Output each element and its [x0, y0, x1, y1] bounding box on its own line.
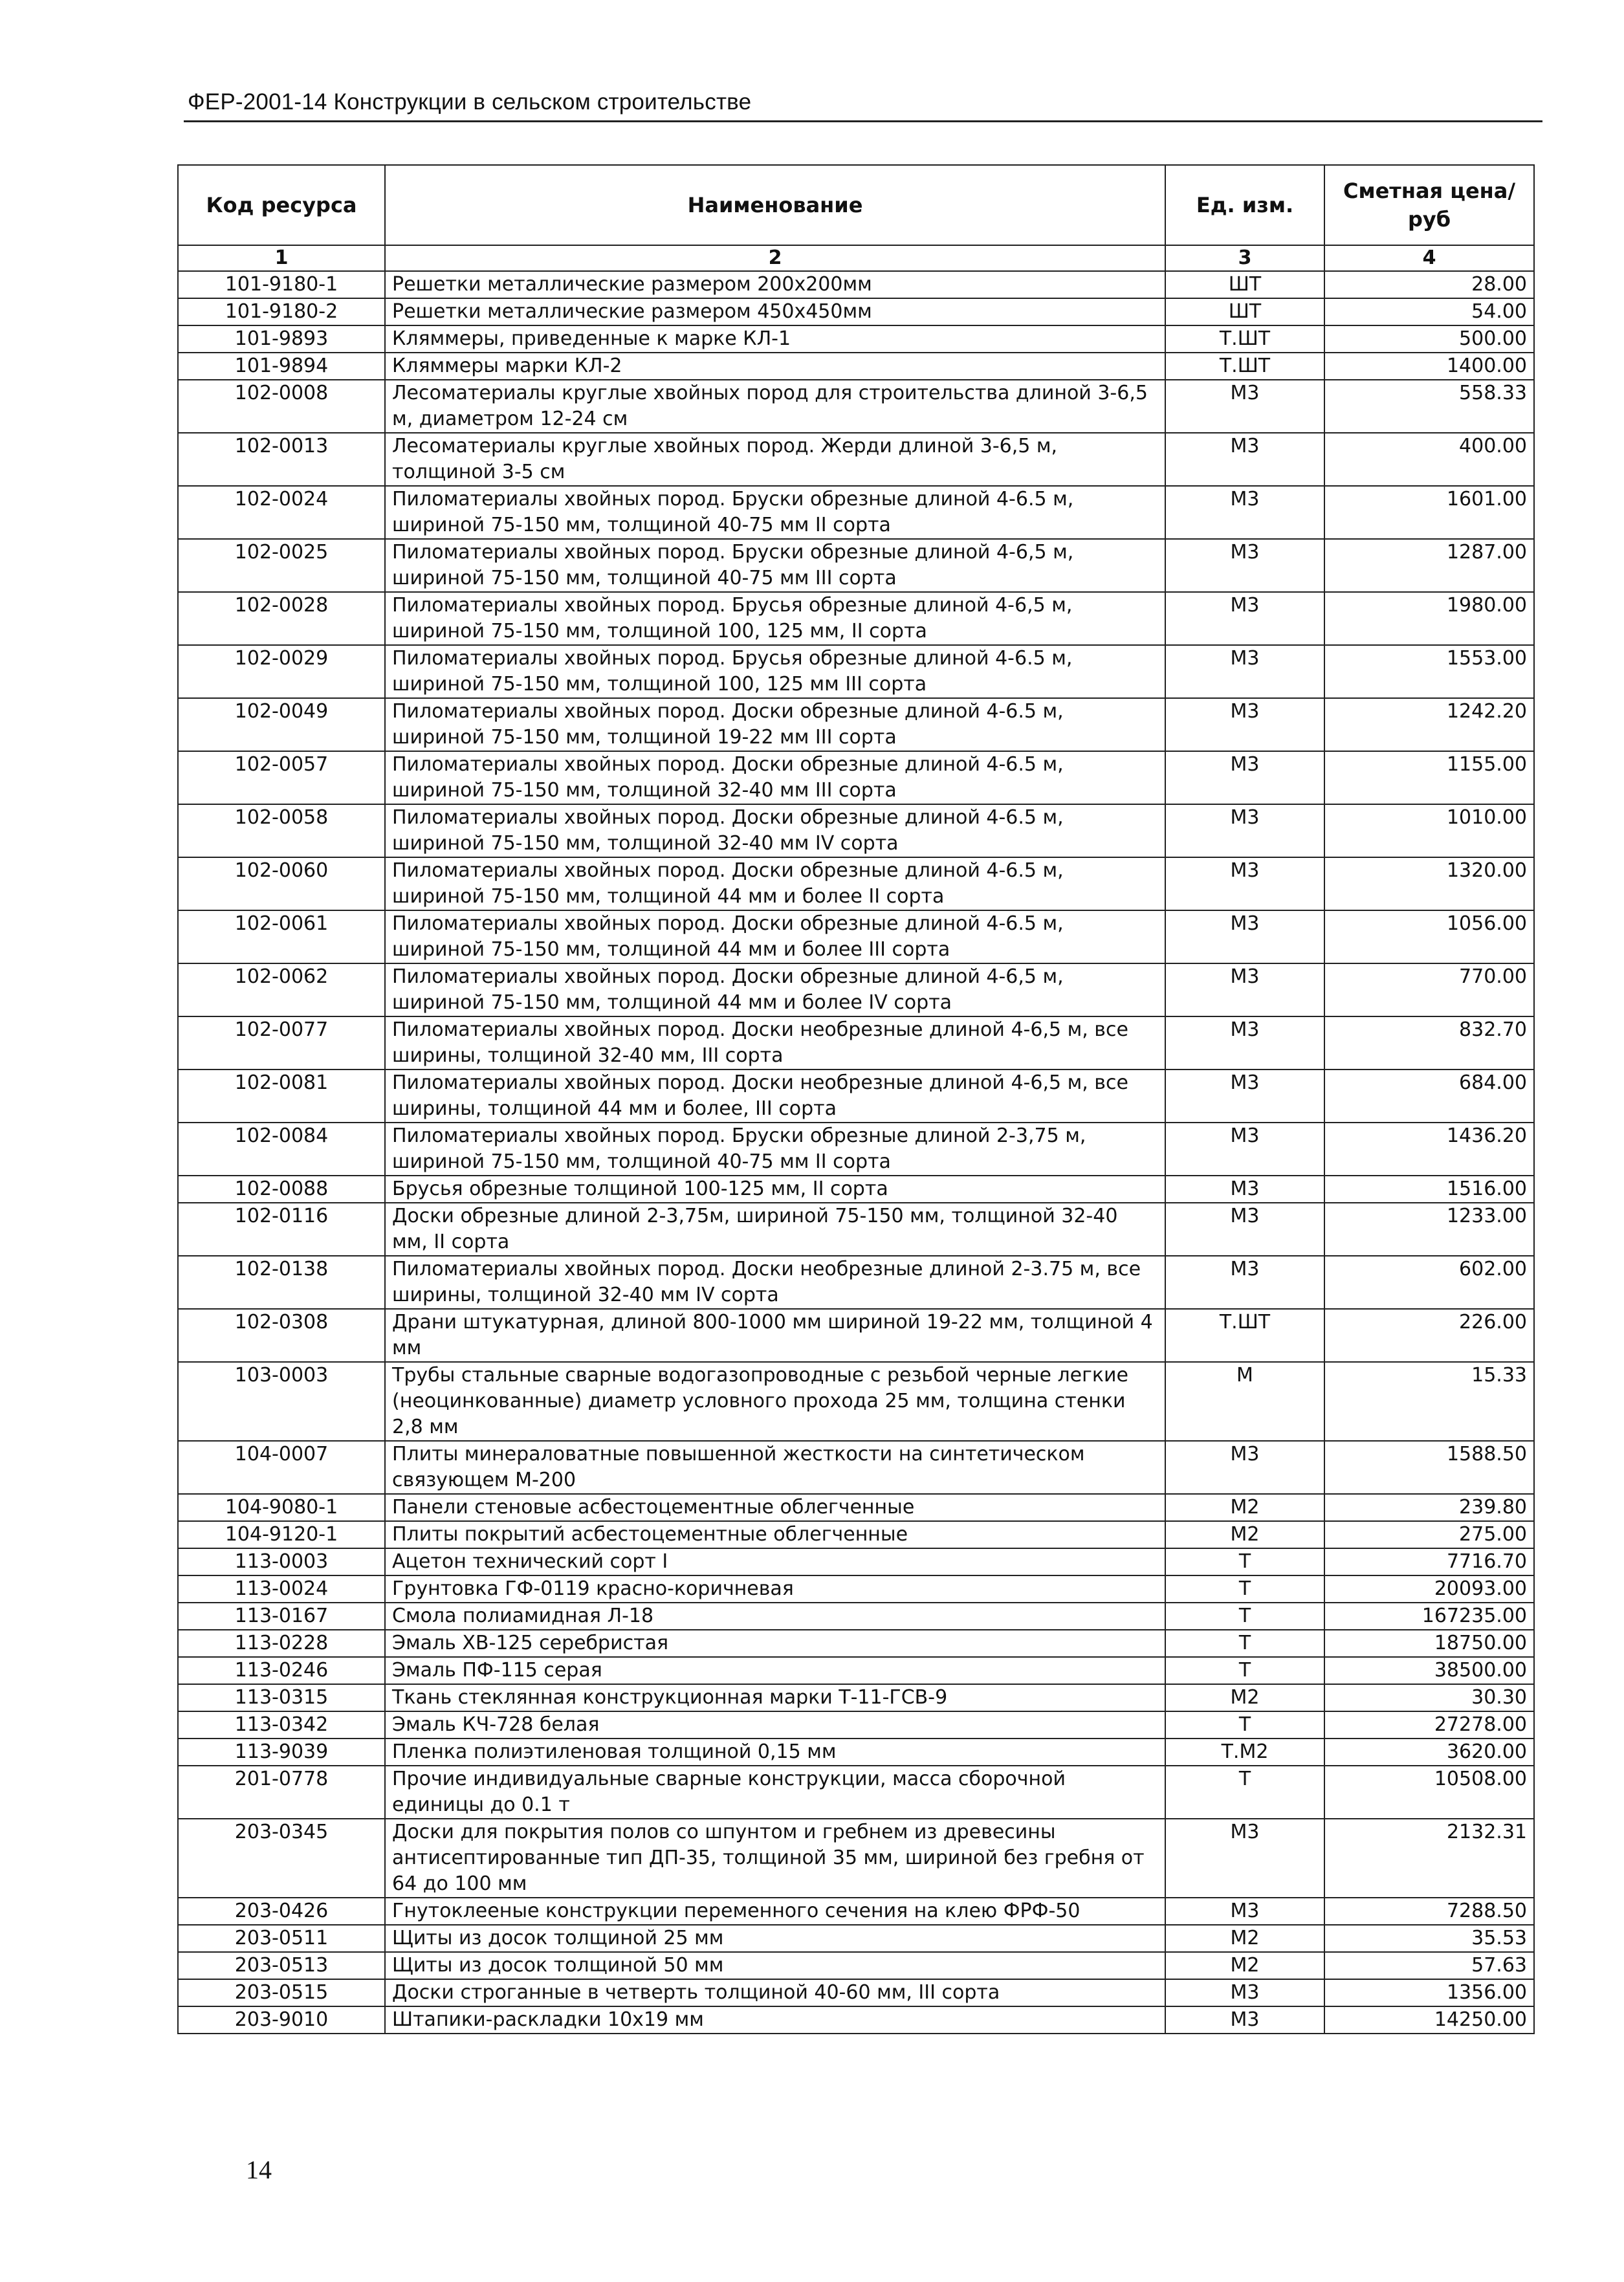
table-row — [178, 1494, 1534, 1521]
table-row — [178, 433, 1534, 486]
resource-code-cell: 113-0342 — [178, 1711, 385, 1739]
table-row — [178, 1362, 1534, 1441]
unit-cell: М3 — [1165, 1898, 1324, 1925]
table-row — [178, 1123, 1534, 1176]
column-number: 4 — [1324, 245, 1534, 271]
unit-cell: Т — [1165, 1548, 1324, 1575]
unit-cell: Т — [1165, 1766, 1324, 1819]
unit-cell: М3 — [1165, 698, 1324, 751]
table-row — [178, 857, 1534, 910]
price-cell: 1516.00 — [1324, 1176, 1534, 1203]
item-name-cell: Кляммеры марки КЛ-2 — [385, 353, 1165, 380]
unit-cell: М3 — [1165, 1016, 1324, 1070]
price-cell: 1287.00 — [1324, 539, 1534, 592]
resource-code-cell: 203-9010 — [178, 2006, 385, 2034]
unit-cell: М3 — [1165, 539, 1324, 592]
price-cell: 27278.00 — [1324, 1711, 1534, 1739]
table-row — [178, 804, 1534, 857]
unit-cell: М3 — [1165, 910, 1324, 963]
unit-cell: М2 — [1165, 1925, 1324, 1952]
column-number: 2 — [385, 245, 1165, 271]
unit-cell: М3 — [1165, 1176, 1324, 1203]
resource-code-cell: 203-0511 — [178, 1925, 385, 1952]
unit-cell: Т — [1165, 1603, 1324, 1630]
unit-cell: М3 — [1165, 1979, 1324, 2006]
price-cell: 57.63 — [1324, 1952, 1534, 1979]
unit-cell: Т.М2 — [1165, 1739, 1324, 1766]
unit-cell: М3 — [1165, 1819, 1324, 1898]
unit-cell: М3 — [1165, 1441, 1324, 1494]
item-name-cell: Плиты покрытий асбестоцементные облегченные — [385, 1521, 1165, 1548]
table-row — [178, 1441, 1534, 1494]
table-row — [178, 1684, 1534, 1711]
unit-cell: М3 — [1165, 486, 1324, 539]
price-cell: 832.70 — [1324, 1016, 1534, 1070]
item-name-cell: Щиты из досок толщиной 50 мм — [385, 1952, 1165, 1979]
price-cell: 14250.00 — [1324, 2006, 1534, 2034]
item-name-cell: Доски строганные в четверть толщиной 40-60 мм, III сорта — [385, 1979, 1165, 2006]
resource-code-cell: 102-0061 — [178, 910, 385, 963]
table-row — [178, 1016, 1534, 1070]
item-name-cell: Пиломатериалы хвойных пород. Бруски обрезные длиной 4-6.5 м, шириной 75-150 мм, толщиной 40-75 мм II сорта — [385, 486, 1165, 539]
price-cell: 7288.50 — [1324, 1898, 1534, 1925]
item-name-cell: Доски обрезные длиной 2-3,75м, шириной 75-150 мм, толщиной 32-40 мм, II сорта — [385, 1203, 1165, 1256]
resource-code-cell: 104-9120-1 — [178, 1521, 385, 1548]
item-name-cell: Эмаль КЧ-728 белая — [385, 1711, 1165, 1739]
item-name-cell: Ацетон технический сорт I — [385, 1548, 1165, 1575]
resource-code-cell: 113-0246 — [178, 1657, 385, 1684]
resource-code-cell: 101-9180-1 — [178, 271, 385, 298]
price-cell: 1056.00 — [1324, 910, 1534, 963]
unit-cell: Т.ШТ — [1165, 1309, 1324, 1362]
item-name-cell: Грунтовка ГФ-0119 красно-коричневая — [385, 1575, 1165, 1603]
price-cell: 1233.00 — [1324, 1203, 1534, 1256]
item-name-cell: Лесоматериалы круглые хвойных пород для строительства длиной 3-6,5 м, диаметром 12-24 см — [385, 380, 1165, 433]
table-row — [178, 1548, 1534, 1575]
price-cell: 1436.20 — [1324, 1123, 1534, 1176]
price-cell: 35.53 — [1324, 1925, 1534, 1952]
price-cell: 3620.00 — [1324, 1739, 1534, 1766]
table-row — [178, 325, 1534, 353]
item-name-cell: Решетки металлические размером 200х200мм — [385, 271, 1165, 298]
item-name-cell: Эмаль ХВ-125 серебристая — [385, 1630, 1165, 1657]
resource-code-cell: 102-0081 — [178, 1070, 385, 1123]
unit-cell: М3 — [1165, 645, 1324, 698]
resource-code-cell: 113-0228 — [178, 1630, 385, 1657]
item-name-cell: Пиломатериалы хвойных пород. Доски необрезные длиной 4-6,5 м, все ширины, толщиной 44 мм и более, III сорта — [385, 1070, 1165, 1123]
price-cell: 38500.00 — [1324, 1657, 1534, 1684]
column-number: 3 — [1165, 245, 1324, 271]
table-row — [178, 1766, 1534, 1819]
table-header-row — [178, 165, 1534, 245]
price-cell: 1588.50 — [1324, 1441, 1534, 1494]
table-row — [178, 2006, 1534, 2034]
header-price: Сметная цена/руб — [1324, 165, 1534, 245]
item-name-cell: Пиломатериалы хвойных пород. Брусья обрезные длиной 4-6,5 м, шириной 75-150 мм, толщиной 100, 125 мм, II сорта — [385, 592, 1165, 645]
price-cell: 18750.00 — [1324, 1630, 1534, 1657]
item-name-cell: Пиломатериалы хвойных пород. Доски необрезные длиной 4-6,5 м, все ширины, толщиной 32-40 мм, III сорта — [385, 1016, 1165, 1070]
price-cell: 1400.00 — [1324, 353, 1534, 380]
table-row — [178, 1657, 1534, 1684]
price-cell: 275.00 — [1324, 1521, 1534, 1548]
price-cell: 1980.00 — [1324, 592, 1534, 645]
table-row — [178, 539, 1534, 592]
resource-code-cell: 102-0308 — [178, 1309, 385, 1362]
table-row — [178, 1819, 1534, 1898]
unit-cell: Т.ШТ — [1165, 353, 1324, 380]
price-cell: 1010.00 — [1324, 804, 1534, 857]
price-cell: 7716.70 — [1324, 1548, 1534, 1575]
item-name-cell: Пиломатериалы хвойных пород. Брусья обрезные длиной 4-6.5 м, шириной 75-150 мм, толщиной 100, 125 мм III сорта — [385, 645, 1165, 698]
resource-code-cell: 203-0513 — [178, 1952, 385, 1979]
resource-code-cell: 103-0003 — [178, 1362, 385, 1441]
price-cell: 1320.00 — [1324, 857, 1534, 910]
table-row — [178, 1739, 1534, 1766]
resource-code-cell: 102-0029 — [178, 645, 385, 698]
item-name-cell: Пиломатериалы хвойных пород. Бруски обрезные длиной 2-3,75 м, шириной 75-150 мм, толщиной 40-75 мм II сорта — [385, 1123, 1165, 1176]
unit-cell: М3 — [1165, 380, 1324, 433]
unit-cell: М — [1165, 1362, 1324, 1441]
item-name-cell: Решетки металлические размером 450х450мм — [385, 298, 1165, 325]
price-cell: 20093.00 — [1324, 1575, 1534, 1603]
resource-code-cell: 104-0007 — [178, 1441, 385, 1494]
page-header-title: ФЕР-2001-14 Конструкции в сельском строительстве — [188, 89, 752, 115]
resource-code-cell: 102-0116 — [178, 1203, 385, 1256]
item-name-cell: Трубы стальные сварные водогазопроводные с резьбой черные легкие (неоцинкованные) диаметр условного прохода 25 мм, толщина стенки 2,8 мм — [385, 1362, 1165, 1441]
table-row — [178, 486, 1534, 539]
table-row — [178, 1979, 1534, 2006]
column-number: 1 — [178, 245, 385, 271]
price-cell: 684.00 — [1324, 1070, 1534, 1123]
resource-code-cell: 102-0088 — [178, 1176, 385, 1203]
resource-code-cell: 102-0077 — [178, 1016, 385, 1070]
resource-code-cell: 113-0167 — [178, 1603, 385, 1630]
unit-cell: М3 — [1165, 1070, 1324, 1123]
price-cell: 602.00 — [1324, 1256, 1534, 1309]
resource-code-cell: 104-9080-1 — [178, 1494, 385, 1521]
header-unit: Ед. изм. — [1165, 165, 1324, 245]
header-resource-code: Код ресурса — [178, 165, 385, 245]
unit-cell: Т — [1165, 1711, 1324, 1739]
unit-cell: М3 — [1165, 433, 1324, 486]
item-name-cell: Доски для покрытия полов со шпунтом и гребнем из древесины антисептированные тип ДП-35, толщиной 35 мм, шириной без гребня от 64 до 100 мм — [385, 1819, 1165, 1898]
price-cell: 1356.00 — [1324, 1979, 1534, 2006]
item-name-cell: Эмаль ПФ-115 серая — [385, 1657, 1165, 1684]
resource-code-cell: 102-0049 — [178, 698, 385, 751]
resource-code-cell: 113-9039 — [178, 1739, 385, 1766]
item-name-cell: Драни штукатурная, длиной 800-1000 мм шириной 19-22 мм, толщиной 4 мм — [385, 1309, 1165, 1362]
table-row — [178, 1575, 1534, 1603]
price-cell: 54.00 — [1324, 298, 1534, 325]
resource-code-cell: 102-0057 — [178, 751, 385, 804]
resource-code-cell: 102-0060 — [178, 857, 385, 910]
price-cell: 1242.20 — [1324, 698, 1534, 751]
table-row — [178, 1711, 1534, 1739]
item-name-cell: Плиты минераловатные повышенной жесткости на синтетическом связующем М-200 — [385, 1441, 1165, 1494]
table-row — [178, 1203, 1534, 1256]
resource-code-cell: 101-9180-2 — [178, 298, 385, 325]
resource-code-cell: 101-9894 — [178, 353, 385, 380]
item-name-cell: Пиломатериалы хвойных пород. Доски обрезные длиной 4-6.5 м, шириной 75-150 мм, толщиной 44 мм и более III сорта — [385, 910, 1165, 963]
item-name-cell: Кляммеры, приведенные к марке КЛ-1 — [385, 325, 1165, 353]
resource-code-cell: 113-0315 — [178, 1684, 385, 1711]
item-name-cell: Пиломатериалы хвойных пород. Доски обрезные длиной 4-6.5 м, шириной 75-150 мм, толщиной 19-22 мм III сорта — [385, 698, 1165, 751]
price-cell: 15.33 — [1324, 1362, 1534, 1441]
table-row — [178, 592, 1534, 645]
table-row — [178, 1898, 1534, 1925]
table-row — [178, 1603, 1534, 1630]
item-name-cell: Штапики-раскладки 10х19 мм — [385, 2006, 1165, 2034]
table-row — [178, 645, 1534, 698]
resource-code-cell: 203-0426 — [178, 1898, 385, 1925]
unit-cell: Т — [1165, 1575, 1324, 1603]
resource-code-cell: 102-0028 — [178, 592, 385, 645]
unit-cell: М3 — [1165, 592, 1324, 645]
price-cell: 2132.31 — [1324, 1819, 1534, 1898]
resource-code-cell: 102-0013 — [178, 433, 385, 486]
resource-code-cell: 203-0345 — [178, 1819, 385, 1898]
unit-cell: М2 — [1165, 1684, 1324, 1711]
unit-cell: М3 — [1165, 1203, 1324, 1256]
item-name-cell: Пиломатериалы хвойных пород. Доски обрезные длиной 4-6.5 м, шириной 75-150 мм, толщиной 44 мм и более II сорта — [385, 857, 1165, 910]
item-name-cell: Пиломатериалы хвойных пород. Доски обрезные длиной 4-6.5 м, шириной 75-150 мм, толщиной 32-40 мм IV сорта — [385, 804, 1165, 857]
resource-code-cell: 102-0084 — [178, 1123, 385, 1176]
item-name-cell: Прочие индивидуальные сварные конструкции, масса сборочной единицы до 0.1 т — [385, 1766, 1165, 1819]
table-row — [178, 1630, 1534, 1657]
table-row — [178, 963, 1534, 1016]
unit-cell: М3 — [1165, 1123, 1324, 1176]
table-row — [178, 1952, 1534, 1979]
table-row — [178, 353, 1534, 380]
item-name-cell: Смола полиамидная Л-18 — [385, 1603, 1165, 1630]
item-name-cell: Щиты из досок толщиной 25 мм — [385, 1925, 1165, 1952]
price-cell: 10508.00 — [1324, 1766, 1534, 1819]
resource-code-cell: 113-0003 — [178, 1548, 385, 1575]
resource-code-cell: 102-0058 — [178, 804, 385, 857]
price-cell: 1155.00 — [1324, 751, 1534, 804]
unit-cell: М2 — [1165, 1521, 1324, 1548]
item-name-cell: Пиломатериалы хвойных пород. Доски обрезные длиной 4-6.5 м, шириной 75-150 мм, толщиной 32-40 мм III сорта — [385, 751, 1165, 804]
price-cell: 558.33 — [1324, 380, 1534, 433]
table-row — [178, 698, 1534, 751]
resource-code-cell: 102-0062 — [178, 963, 385, 1016]
item-name-cell: Пиломатериалы хвойных пород. Бруски обрезные длиной 4-6,5 м, шириной 75-150 мм, толщиной 40-75 мм III сорта — [385, 539, 1165, 592]
item-name-cell: Ткань стеклянная конструкционная марки Т-11-ГСВ-9 — [385, 1684, 1165, 1711]
unit-cell: М2 — [1165, 1952, 1324, 1979]
unit-cell: Т.ШТ — [1165, 325, 1324, 353]
item-name-cell: Лесоматериалы круглые хвойных пород. Жерди длиной 3-6,5 м, толщиной 3-5 см — [385, 433, 1165, 486]
price-cell: 400.00 — [1324, 433, 1534, 486]
table-row — [178, 1309, 1534, 1362]
page-number: 14 — [246, 2155, 272, 2184]
unit-cell: Т — [1165, 1630, 1324, 1657]
price-cell: 1601.00 — [1324, 486, 1534, 539]
resource-code-cell: 203-0515 — [178, 1979, 385, 2006]
item-name-cell: Пиломатериалы хвойных пород. Доски необрезные длиной 2-3.75 м, все ширины, толщиной 32-40 мм IV сорта — [385, 1256, 1165, 1309]
table-row — [178, 1925, 1534, 1952]
resource-code-cell: 113-0024 — [178, 1575, 385, 1603]
item-name-cell: Брусья обрезные толщиной 100-125 мм, II сорта — [385, 1176, 1165, 1203]
table-row — [178, 380, 1534, 433]
unit-cell: М3 — [1165, 1256, 1324, 1309]
price-cell: 226.00 — [1324, 1309, 1534, 1362]
item-name-cell: Гнутоклееные конструкции переменного сечения на клею ФРФ-50 — [385, 1898, 1165, 1925]
unit-cell: ШТ — [1165, 298, 1324, 325]
unit-cell: М2 — [1165, 1494, 1324, 1521]
item-name-cell: Пиломатериалы хвойных пород. Доски обрезные длиной 4-6,5 м, шириной 75-150 мм, толщиной 44 мм и более IV сорта — [385, 963, 1165, 1016]
resource-code-cell: 101-9893 — [178, 325, 385, 353]
table-row — [178, 298, 1534, 325]
table-row — [178, 1070, 1534, 1123]
price-cell: 500.00 — [1324, 325, 1534, 353]
resource-code-cell: 201-0778 — [178, 1766, 385, 1819]
item-name-cell: Панели стеновые асбестоцементные облегченные — [385, 1494, 1165, 1521]
column-number-row — [178, 245, 1534, 271]
unit-cell: М3 — [1165, 804, 1324, 857]
table-row — [178, 1176, 1534, 1203]
table-row — [178, 910, 1534, 963]
resource-code-cell: 102-0024 — [178, 486, 385, 539]
unit-cell: ШТ — [1165, 271, 1324, 298]
resource-code-cell: 102-0008 — [178, 380, 385, 433]
header-name: Наименование — [385, 165, 1165, 245]
table-row — [178, 271, 1534, 298]
unit-cell: М3 — [1165, 751, 1324, 804]
table-row — [178, 1521, 1534, 1548]
price-cell: 167235.00 — [1324, 1603, 1534, 1630]
price-cell: 30.30 — [1324, 1684, 1534, 1711]
price-cell: 1553.00 — [1324, 645, 1534, 698]
table-row — [178, 1256, 1534, 1309]
item-name-cell: Пленка полиэтиленовая толщиной 0,15 мм — [385, 1739, 1165, 1766]
header-divider — [184, 120, 1542, 122]
unit-cell: М3 — [1165, 2006, 1324, 2034]
price-cell: 770.00 — [1324, 963, 1534, 1016]
price-cell: 239.80 — [1324, 1494, 1534, 1521]
resource-price-table — [177, 164, 1535, 2034]
resource-code-cell: 102-0025 — [178, 539, 385, 592]
unit-cell: М3 — [1165, 857, 1324, 910]
unit-cell: Т — [1165, 1657, 1324, 1684]
resource-code-cell: 102-0138 — [178, 1256, 385, 1309]
price-cell: 28.00 — [1324, 271, 1534, 298]
table-row — [178, 751, 1534, 804]
unit-cell: М3 — [1165, 963, 1324, 1016]
